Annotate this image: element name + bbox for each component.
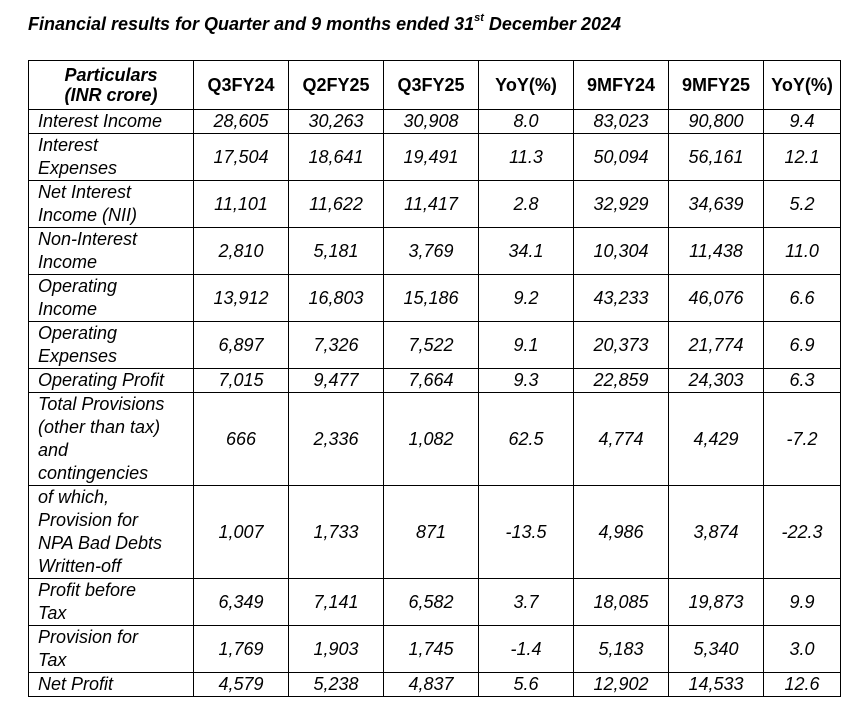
row-label-line: Profit before (38, 580, 137, 600)
header-q3fy24: Q3FY24 (194, 61, 289, 110)
row-label-line: Operating (38, 323, 118, 343)
table-row (29, 626, 841, 673)
header-particulars (29, 61, 194, 110)
table-cell: 6.3 (764, 369, 841, 393)
row-label-line: Expenses (38, 158, 118, 178)
table-cell: 90,800 (669, 110, 764, 134)
table-row (29, 181, 841, 228)
table-cell: 10,304 (574, 228, 669, 275)
header-row (29, 61, 841, 110)
row-label-line: Non-Interest (38, 229, 138, 249)
table-cell: 12.1 (764, 134, 841, 181)
table-cell: 4,579 (194, 673, 289, 697)
row-label-line: Operating Profit (38, 370, 165, 390)
table-cell: 21,774 (669, 322, 764, 369)
row-label-line: Operating (38, 276, 118, 296)
row-label (29, 322, 194, 369)
row-label-line: contingencies (38, 463, 149, 483)
header-particulars-line2: (INR crore) (64, 85, 158, 105)
table-cell: 11.0 (764, 228, 841, 275)
table-cell: 18,641 (289, 134, 384, 181)
table-cell: 1,082 (384, 393, 479, 486)
row-label-line: Provision for (38, 627, 139, 647)
table-cell: 1,903 (289, 626, 384, 673)
row-label-line: Income (38, 299, 98, 319)
row-label-line: Net Interest (38, 182, 132, 202)
table-cell: 7,326 (289, 322, 384, 369)
table-cell: 16,803 (289, 275, 384, 322)
header-yoy-quarter: YoY(%) (479, 61, 574, 110)
row-label (29, 369, 194, 393)
table-row (29, 393, 841, 486)
row-label-line: Tax (38, 603, 67, 623)
row-label-line: Written-off (38, 556, 122, 576)
table-row (29, 322, 841, 369)
table-cell: 9,477 (289, 369, 384, 393)
table-row (29, 228, 841, 275)
row-label-line: Interest (38, 135, 99, 155)
table-cell: 20,373 (574, 322, 669, 369)
table-cell: 56,161 (669, 134, 764, 181)
table-cell: 2,810 (194, 228, 289, 275)
table-cell: 22,859 (574, 369, 669, 393)
table-cell: 12.6 (764, 673, 841, 697)
row-label-line: Provision for (38, 510, 139, 530)
table-cell: 9.1 (479, 322, 574, 369)
row-label (29, 393, 194, 486)
row-label-line: and (38, 440, 69, 460)
table-cell: 5,181 (289, 228, 384, 275)
table-cell: 46,076 (669, 275, 764, 322)
table-cell: 7,664 (384, 369, 479, 393)
table-cell: 11,438 (669, 228, 764, 275)
row-label-line: Income (NII) (38, 205, 138, 225)
title-superscript: st (474, 12, 484, 24)
table-cell: 1,769 (194, 626, 289, 673)
table-cell: -1.4 (479, 626, 574, 673)
table-cell: 4,429 (669, 393, 764, 486)
header-9mfy24: 9MFY24 (574, 61, 669, 110)
row-label (29, 275, 194, 322)
row-label-line: Tax (38, 650, 67, 670)
table-row (29, 673, 841, 697)
row-label (29, 181, 194, 228)
table-cell: 34.1 (479, 228, 574, 275)
table-cell: 15,186 (384, 275, 479, 322)
table-cell: 4,986 (574, 486, 669, 579)
table-cell: 14,533 (669, 673, 764, 697)
table-cell: 30,908 (384, 110, 479, 134)
table-cell: 3,874 (669, 486, 764, 579)
table-cell: 4,774 (574, 393, 669, 486)
table-cell: 34,639 (669, 181, 764, 228)
row-label-line: Interest Income (38, 111, 163, 131)
table-row (29, 110, 841, 134)
table-cell: 9.4 (764, 110, 841, 134)
row-label (29, 579, 194, 626)
table-cell: 6,897 (194, 322, 289, 369)
table-row (29, 369, 841, 393)
table-cell: 11,622 (289, 181, 384, 228)
table-cell: 32,929 (574, 181, 669, 228)
table-cell: -13.5 (479, 486, 574, 579)
table-cell: 6.6 (764, 275, 841, 322)
table-cell: 1,007 (194, 486, 289, 579)
table-cell: 50,094 (574, 134, 669, 181)
table-cell: 19,491 (384, 134, 479, 181)
row-label-line: Total Provisions (38, 394, 165, 414)
table-cell: 1,745 (384, 626, 479, 673)
financial-results-table (28, 60, 841, 697)
table-cell: 28,605 (194, 110, 289, 134)
table-cell: 3,769 (384, 228, 479, 275)
row-label-line: (other than tax) (38, 417, 161, 437)
title-main: Financial results for Quarter and 9 months ended 31 (28, 14, 475, 34)
table-cell: 17,504 (194, 134, 289, 181)
table-cell: 3.0 (764, 626, 841, 673)
table-cell: -7.2 (764, 393, 841, 486)
table-cell: 4,837 (384, 673, 479, 697)
row-label (29, 134, 194, 181)
table-cell: 13,912 (194, 275, 289, 322)
table-row (29, 486, 841, 579)
table-cell: 7,522 (384, 322, 479, 369)
table-body (29, 110, 841, 697)
title-tail: December 2024 (483, 14, 621, 34)
table-cell: 2.8 (479, 181, 574, 228)
header-yoy-9months: YoY(%) (764, 61, 841, 110)
table-cell: 30,263 (289, 110, 384, 134)
table-cell: 9.3 (479, 369, 574, 393)
table-cell: 2,336 (289, 393, 384, 486)
header-9mfy25: 9MFY25 (669, 61, 764, 110)
table-cell: 9.2 (479, 275, 574, 322)
header-q3fy25: Q3FY25 (384, 61, 479, 110)
table-row (29, 134, 841, 181)
table-cell: 5,238 (289, 673, 384, 697)
table-cell: 83,023 (574, 110, 669, 134)
row-label (29, 626, 194, 673)
table-cell: 6,582 (384, 579, 479, 626)
table-cell: 871 (384, 486, 479, 579)
table-row (29, 275, 841, 322)
table-cell: -22.3 (764, 486, 841, 579)
table-cell: 5,340 (669, 626, 764, 673)
table-cell: 19,873 (669, 579, 764, 626)
table-cell: 62.5 (479, 393, 574, 486)
table-cell: 11,417 (384, 181, 479, 228)
table-cell: 24,303 (669, 369, 764, 393)
table-cell: 12,902 (574, 673, 669, 697)
row-label-line: NPA Bad Debts (38, 533, 163, 553)
row-label (29, 673, 194, 697)
table-cell: 3.7 (479, 579, 574, 626)
table-cell: 5.2 (764, 181, 841, 228)
table-cell: 1,733 (289, 486, 384, 579)
table-cell: 18,085 (574, 579, 669, 626)
row-label-line: of which, (38, 487, 110, 507)
table-cell: 7,015 (194, 369, 289, 393)
table-cell: 6.9 (764, 322, 841, 369)
table-cell: 11.3 (479, 134, 574, 181)
header-particulars-line1: Particulars (64, 65, 158, 85)
row-label (29, 110, 194, 134)
header-q2fy25: Q2FY25 (289, 61, 384, 110)
table-cell: 43,233 (574, 275, 669, 322)
row-label-line: Income (38, 252, 98, 272)
table-cell: 7,141 (289, 579, 384, 626)
table-row (29, 579, 841, 626)
table-cell: 5,183 (574, 626, 669, 673)
table-cell: 11,101 (194, 181, 289, 228)
table-cell: 6,349 (194, 579, 289, 626)
row-label-line: Net Profit (38, 674, 114, 694)
row-label-line: Expenses (38, 346, 118, 366)
table-cell: 8.0 (479, 110, 574, 134)
document-title (28, 14, 621, 35)
table-cell: 9.9 (764, 579, 841, 626)
table-cell: 5.6 (479, 673, 574, 697)
row-label (29, 228, 194, 275)
table-cell: 666 (194, 393, 289, 486)
row-label (29, 486, 194, 579)
